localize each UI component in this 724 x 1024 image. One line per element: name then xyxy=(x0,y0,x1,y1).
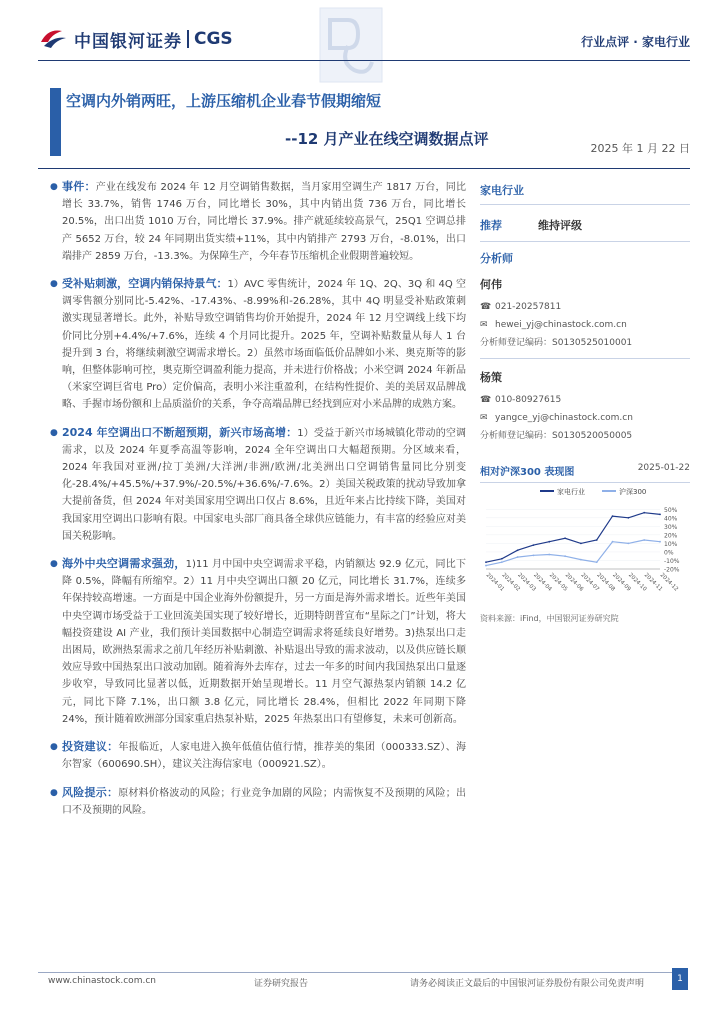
data-point xyxy=(627,543,629,545)
y-tick-label: 50% xyxy=(664,506,678,514)
sidebar xyxy=(480,182,690,624)
bullet-icon: ● xyxy=(50,559,58,570)
paragraph-text: 1)11 月中国中央空调需求平稳，内销额达 92.9 亿元，同比下降 0.5%，降幅有所缩窄。2）11 月中央空调出口额 20 亿元，同比增长 31.7%，连续多年保持较高增速。一方面是中国企业海外份额提升，另一方面是海外需求增长。近些年美国中央空调市场受益于工业回流美国实现了较好增长，近期特朗普宣布“星际之门”计划，将大幅投资建设 AI 产业，我们预计美国数据中心制造空调需求将延续良好增势。3)热泵出口走出困局，欧洲热泵需求之前几年经历补贴刺激、补贴退出导致的需求波动，以及供应链长顺效应导致中国热泵出口波动加剧。随着海外去库存，过去一年多的时间内我国热泵出口量逐步收窄，导致同比显著以低，近期数据开始呈现增长。11 月空气源热泵内销额 14.2 亿元，同比下降 7.1%，出口额 3.8 亿元，同比增长 28.4%，但相比 2022 年同期下降 24%，预计随着欧洲部分国家重启热泵补贴，2025 年热泵出口有望修复，未来可创新高。 xyxy=(62,559,466,725)
main-body xyxy=(50,178,466,829)
logo-separator xyxy=(187,30,189,48)
paragraph-investment xyxy=(50,738,466,773)
data-point xyxy=(612,541,614,543)
page-subtitle: --12 月产业在线空调数据点评 xyxy=(285,130,489,148)
footer-website[interactable]: www.chinastock.com.cn xyxy=(48,976,156,986)
paragraph-export xyxy=(50,424,466,545)
analyst-heading: 分析师 xyxy=(480,252,513,265)
data-point xyxy=(564,537,566,539)
data-point xyxy=(643,512,645,514)
paragraph-text: 产业在线发布 2024 年 12 月空调销售数据，当月家用空调生产 1817 万台，同比增长 33.7%，销售 1746 万台，同比增长 30%，其中内销出货 736 万台，同比增长 20.5%，出口出货 1010 万台，同比增长 37.9%。排产就延续较高景气，25Q1 空调总排产 5652 万台，较 24 年同期出货实绩+11%，其中内销排产 2793 万台，-8.01%，出口端排产 2859 万台，-13.3%。为保障生产，今年春节压缩机企业假期普遍较短。 xyxy=(62,182,467,262)
chart-date: 2025-01-22 xyxy=(637,463,690,473)
analyst-email[interactable]: ✉ hewei_yj@chinastock.com.cn xyxy=(480,316,690,334)
data-point xyxy=(485,565,487,567)
data-point xyxy=(659,513,661,515)
analyst-cert: 分析师登记编码：S0130525010001 xyxy=(480,338,633,348)
y-tick-label: -10% xyxy=(664,557,680,565)
report-header xyxy=(0,0,724,84)
phone-icon: ☎ xyxy=(480,395,492,405)
paragraph-event xyxy=(50,178,466,265)
x-tick-label: 2024-10 xyxy=(626,572,648,593)
bullet-icon: ● xyxy=(50,787,58,798)
data-point xyxy=(501,558,503,560)
x-tick-label: 2024-05 xyxy=(547,572,569,593)
phone-icon: ☎ xyxy=(480,302,492,312)
paragraph-text: 1）AVC 零售统计，2024 年 1Q、2Q、3Q 和 4Q 空调零售额分别同比-5.42%、-17.43%、-8.99%和-26.28%，其中 4Q 明显受补贴政策刺激实现显著增长。此外，补贴导致空调销售均价开始提升，2024 年 12 月空调线上线下均价同比分别+4.4%/+7.6%，连续 4 个月同比提升。2025 年，空调补贴数量从每人 1 台提升到 3 台，将继续刺激空调需求增长。2）虽然市场面临低价品牌如小米、奥克斯等的影响，但整体影响可控，奥克斯空调盈利能力提高，并未进行价格战；小米空调 2024 年新品（米家空调巨省电 Pro）定价偏高，表明小米注重盈利，在结构性提价、美的美居双品牌战略、手握市场份额和上品质溢价的关系，争夺高端品牌已经找到应对小米品牌的成熟方案。 xyxy=(62,279,467,411)
x-tick-label: 2024-04 xyxy=(532,572,553,593)
paragraph-risk xyxy=(50,784,466,819)
data-point xyxy=(533,554,535,556)
analyst-cert: 分析师登记编码：S0130520050005 xyxy=(480,431,633,441)
report-date: 2025 年 1 月 22 日 xyxy=(590,142,690,155)
y-tick-label: 20% xyxy=(664,532,678,540)
mail-icon: ✉ xyxy=(480,320,488,330)
logo-text-cn: 中国银河证券 xyxy=(74,31,182,52)
paragraph-central-ac xyxy=(50,555,466,728)
analyst-card xyxy=(480,276,690,352)
legend-label: 沪深300 xyxy=(619,488,647,496)
paragraph-lead: 事件： xyxy=(62,180,96,193)
bullet-icon: ● xyxy=(50,427,58,438)
paragraph-text: 原材料价格波动的风险；行业竞争加剧的风险；内需恢复不及预期的风险；出口不及预期的风险。 xyxy=(62,787,467,816)
x-tick-label: 2024-08 xyxy=(595,572,616,593)
data-point xyxy=(501,561,503,563)
data-point xyxy=(564,555,566,557)
data-point xyxy=(548,554,550,556)
logo-emblem-icon xyxy=(38,26,68,52)
data-point xyxy=(659,541,661,543)
data-point xyxy=(548,541,550,543)
paragraph-domestic xyxy=(50,275,466,414)
bullet-icon: ● xyxy=(50,742,58,753)
chart-title: 相对沪深300 表现图 xyxy=(480,467,575,478)
data-point xyxy=(580,559,582,561)
analyst-card xyxy=(480,369,690,445)
industry-label: 家电行业 xyxy=(480,182,690,205)
paragraph-text: 年报临近，人家电进入换年低值估值行情，推荐美的集团（000333.SZ）、海尔智家（600690.SH），建议关注海信家电（000921.SZ）。 xyxy=(62,742,466,771)
paragraph-lead: 投资建议： xyxy=(62,740,119,754)
analyst-name: 何伟 xyxy=(480,278,502,291)
analyst-divider xyxy=(480,358,690,359)
title-divider xyxy=(38,168,690,169)
chart-source: 资料来源：iFind，中国银河证券研究院 xyxy=(480,614,619,623)
analyst-name: 杨策 xyxy=(480,371,502,384)
legend-label: 家电行业 xyxy=(557,488,585,496)
data-point xyxy=(596,539,598,541)
data-point xyxy=(517,549,519,551)
paragraph-lead: 海外中央空调需求强劲， xyxy=(62,557,186,571)
company-logo xyxy=(38,26,233,52)
data-point xyxy=(612,515,614,517)
watermark-graphic xyxy=(318,6,384,84)
page-title: 空调内外销两旺，上游压缩机企业春节假期缩短 xyxy=(66,92,382,110)
x-tick-label: 2024-03 xyxy=(516,572,537,593)
x-tick-label: 2024-02 xyxy=(500,572,521,593)
chart-canvas xyxy=(480,483,690,605)
x-tick-label: 2024-01 xyxy=(484,572,506,593)
x-tick-label: 2024-07 xyxy=(579,572,600,593)
rating-key: 推荐 xyxy=(480,219,502,232)
data-point xyxy=(596,561,598,563)
data-point xyxy=(627,517,629,519)
footer-label: 证券研究报告 xyxy=(254,979,309,989)
x-tick-label: 2024-12 xyxy=(658,572,680,593)
title-accent-bar xyxy=(50,88,61,156)
footer-disclaimer: 请务必阅读正文最后的中国银河证券股份有限公司免责声明 xyxy=(410,979,645,989)
analyst-phone: ☎ 010-80927615 xyxy=(480,391,690,409)
y-tick-label: 40% xyxy=(664,515,678,523)
chart-header xyxy=(480,463,690,483)
series-line xyxy=(486,513,660,563)
mail-icon: ✉ xyxy=(480,413,488,423)
x-tick-label: 2024-09 xyxy=(611,572,632,593)
paragraph-lead: 风险提示： xyxy=(62,785,119,799)
data-point xyxy=(580,543,582,545)
rating-value: 维持评级 xyxy=(538,219,582,232)
footer-divider xyxy=(38,972,686,973)
page-number: 1 xyxy=(672,968,688,990)
data-point xyxy=(517,556,519,558)
paragraph-lead: 受补贴刺激，空调内销保持景气： xyxy=(62,277,228,291)
x-tick-label: 2024-11 xyxy=(642,572,664,593)
paragraph-text: 1）受益于新兴市场城镇化带动的空调需求，以及 2024 年夏季高温等影响，2024 全年空调出口大幅超预期。分区域来看，2024 年我国对亚洲/拉丁美洲/大洋洲/非洲/欧洲/北美洲出口空调销售量同比分别变化-28.4%/+45.5%/+37.9%/-20.5%/+36.6%/-7.6%。2）美国关税政策的扰动导致加拿大提前备货，但 2024 年对美国家用空调出口仅占 8.6%，且近年来占比持续下降，美国对我国家用空调出口影响有限。中国家电头部厂商具备全球供应链能力，有丰富的经验应对美国关税影响。 xyxy=(62,427,466,542)
analyst-email[interactable]: ✉ yangce_yj@chinastock.com.cn xyxy=(480,409,690,427)
data-point xyxy=(643,539,645,541)
bullet-icon: ● xyxy=(50,279,58,290)
relative-performance-chart xyxy=(480,463,690,624)
data-point xyxy=(485,561,487,563)
paragraph-lead: 2024 年空调出口不断超预期，新兴市场高增： xyxy=(62,425,298,439)
y-tick-label: 10% xyxy=(664,540,678,548)
y-tick-label: 30% xyxy=(664,523,678,531)
y-tick-label: -20% xyxy=(664,566,680,574)
data-point xyxy=(533,544,535,546)
logo-text-en: CGS xyxy=(194,29,233,49)
rating-row xyxy=(480,217,690,242)
report-type: 行业点评 · 家电行业 xyxy=(581,35,690,49)
y-tick-label: 0% xyxy=(664,549,674,557)
x-tick-label: 2024-06 xyxy=(563,572,585,593)
header-divider xyxy=(38,60,690,61)
bullet-icon: ● xyxy=(50,182,58,192)
analyst-phone: ☎ 021-20257811 xyxy=(480,298,690,316)
